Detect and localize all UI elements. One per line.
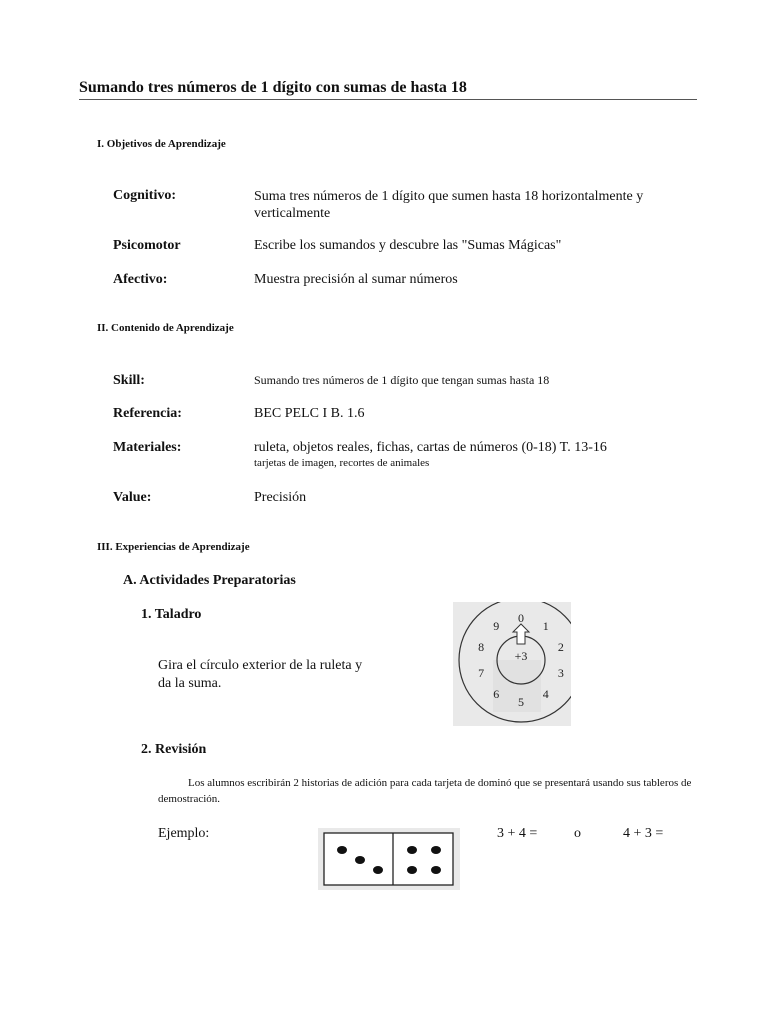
domino-pip (407, 866, 417, 874)
spinner-number: 5 (518, 695, 524, 709)
value-value: Precisión (254, 490, 307, 505)
equation-2: 4 + 3 = (623, 826, 664, 841)
reference-value: BEC PELC I B. 1.6 (254, 406, 365, 421)
spinner-number: 2 (557, 640, 564, 654)
affective-label: Afectivo: (113, 272, 168, 287)
cognitive-label: Cognitivo: (113, 188, 176, 203)
content-heading: II. Contenido de Aprendizaje (97, 322, 234, 334)
spinner-number: 4 (542, 687, 549, 701)
experiences-heading: III. Experiencias de Aprendizaje (97, 541, 250, 553)
drill-text: Gira el círculo exterior de la ruleta y da la suma. (158, 658, 363, 691)
spinner-number: 6 (493, 687, 500, 701)
spinner-figure (453, 602, 571, 726)
domino-pip (337, 846, 347, 854)
spinner-number: 0 (518, 611, 524, 625)
reference-label: Referencia: (113, 406, 182, 421)
title-divider (79, 99, 697, 100)
affective-value: Muestra precisión al sumar números (254, 272, 458, 287)
cognitive-value: Suma tres números de 1 dígito que sumen hasta 18 horizontalmente y verticalmente (254, 189, 644, 221)
spinner-number: 9 (493, 619, 500, 633)
domino-pip (355, 856, 365, 864)
preparatory-activities-heading: A. Actividades Preparatorias (123, 573, 296, 588)
psychomotor-label: Psicomotor (113, 238, 181, 253)
page-title: Sumando tres números de 1 dígito con sumas de hasta 18 (79, 79, 467, 96)
drill-title: 1. Taladro (141, 607, 202, 622)
or-word: o (574, 826, 581, 841)
domino-pip (373, 866, 383, 874)
review-title: 2. Revisión (141, 742, 207, 757)
value-label: Value: (113, 490, 152, 505)
spinner-center-label: +3 (514, 649, 528, 663)
domino-pip (431, 866, 441, 874)
spinner-number: 1 (542, 619, 549, 633)
review-text: Los alumnos escribirán 2 historias de adición para cada tarjeta de dominó que se presentará usando sus tableros de demostración. (158, 777, 692, 805)
domino-pip (407, 846, 417, 854)
skill-label: Skill: (113, 373, 145, 388)
equation-1: 3 + 4 = (497, 826, 538, 841)
objectives-heading: I. Objetivos de Aprendizaje (97, 138, 226, 150)
example-label: Ejemplo: (158, 826, 210, 841)
spinner-number: 3 (557, 666, 564, 680)
domino-figure (318, 828, 460, 890)
spinner-number: 7 (478, 666, 485, 680)
materials-label: Materiales: (113, 440, 182, 455)
materials-value-line1: ruleta, objetos reales, fichas, cartas de números (0-18) T. 13-16 (254, 440, 607, 455)
domino-tile (324, 833, 453, 885)
spinner-shadow (493, 660, 541, 712)
domino-pip (431, 846, 441, 854)
materials-value-line2: tarjetas de imagen, recortes de animales (254, 457, 430, 469)
spinner-number: 8 (478, 640, 485, 654)
psychomotor-value: Escribe los sumandos y descubre las "Sumas Mágicas" (254, 238, 562, 253)
skill-value: Sumando tres números de 1 dígito que tengan sumas hasta 18 (254, 373, 550, 387)
